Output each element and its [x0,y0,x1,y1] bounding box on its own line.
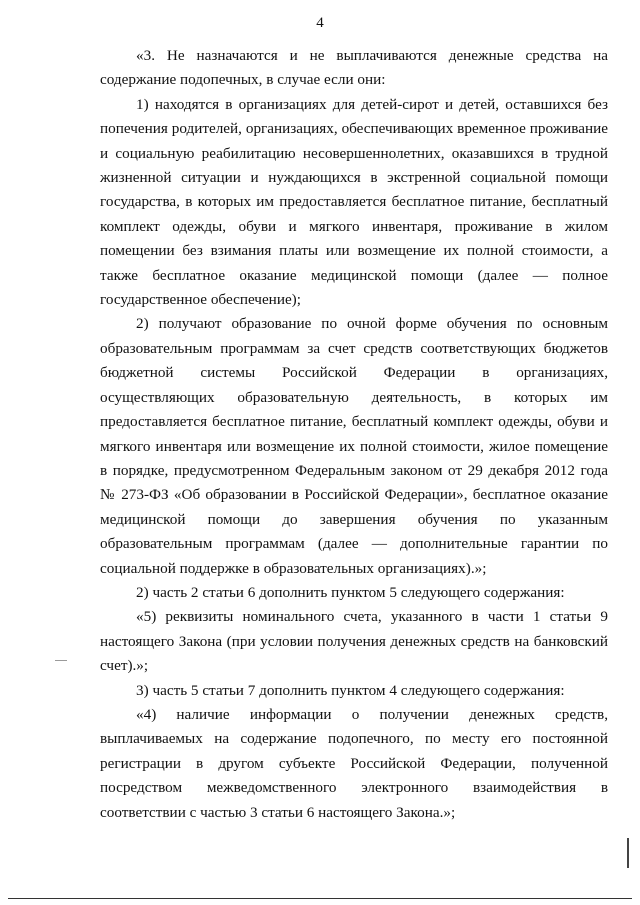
paragraph-amendment-article-7: 3) часть 5 статьи 7 дополнить пунктом 4 следующего содержания: [136,681,565,699]
paragraph-item-4-interagency-info: «4) наличие информации о получении денежных средств, выплачиваемых на содержание подопечного, по месту его постоянной регистрации в другом субъекте Российской Федерации, полученной посредством межведомственного электронного взаимодействия в соответствии с частью 3 статьи 6 настоящего Закона.»; [100,705,608,821]
paragraph-item-1-full-state-support: 1) находятся в организациях для детей-сирот и детей, оставшихся без попечения родителей, организациях, обеспечивающих временное проживание и социальную реабилитацию несовершеннолетних, оказавшихся в трудной жизненной ситуации и нуждающихся в экстренной социальной помощи государства, в которых им предоставляется бесплатное питание, бесплатный комплект одежды, обуви и мягкого инвентаря, проживание в жилом помещении без взимания платы или возмещение их полной стоимости, а также бесплатное оказание медицинской помощи (далее — полное государственное обеспечение); [100,95,608,309]
paragraph-clause-3-intro: «3. Не назначаются и не выплачиваются денежные средства на содержание подопечных, в случае если они: [100,47,608,89]
paragraph-amendment-article-6: 2) часть 2 статьи 6 дополнить пунктом 5 следующего содержания: [136,583,565,601]
document-body [100,44,608,825]
page-number: 4 [316,15,324,31]
scan-artifact-left [55,660,67,661]
paragraph-item-5-nominal-account: «5) реквизиты номинального счета, указанного в части 1 статьи 9 настоящего Закона (при условии получения денежных средств на банковский счет).»; [100,608,608,675]
paragraph-item-2-education-guarantees: 2) получают образование по очной форме обучения по основным образовательным программам за счет средств соответствующих бюджетов бюджетной системы Российской Федерации в организациях, осуществляющих образовательную деятельность, в которых им предоставляется бесплатное питание, бесплатный комплект одежды, обуви и мягкого инвентаря или возмещение их полной стоимости, жилое помещение в порядке, предусмотренном Федеральным законом от 29 декабря 2012 года № 273-ФЗ «Об образовании в Российской Федерации», бесплатное оказание медицинской помощи до завершения обучения по указанным образовательным программам (далее — дополнительные гарантии по социальной поддержке в образовательных организациях).»; [100,315,608,577]
scan-bottom-edge [8,898,632,899]
scan-artifact-right [627,838,629,868]
